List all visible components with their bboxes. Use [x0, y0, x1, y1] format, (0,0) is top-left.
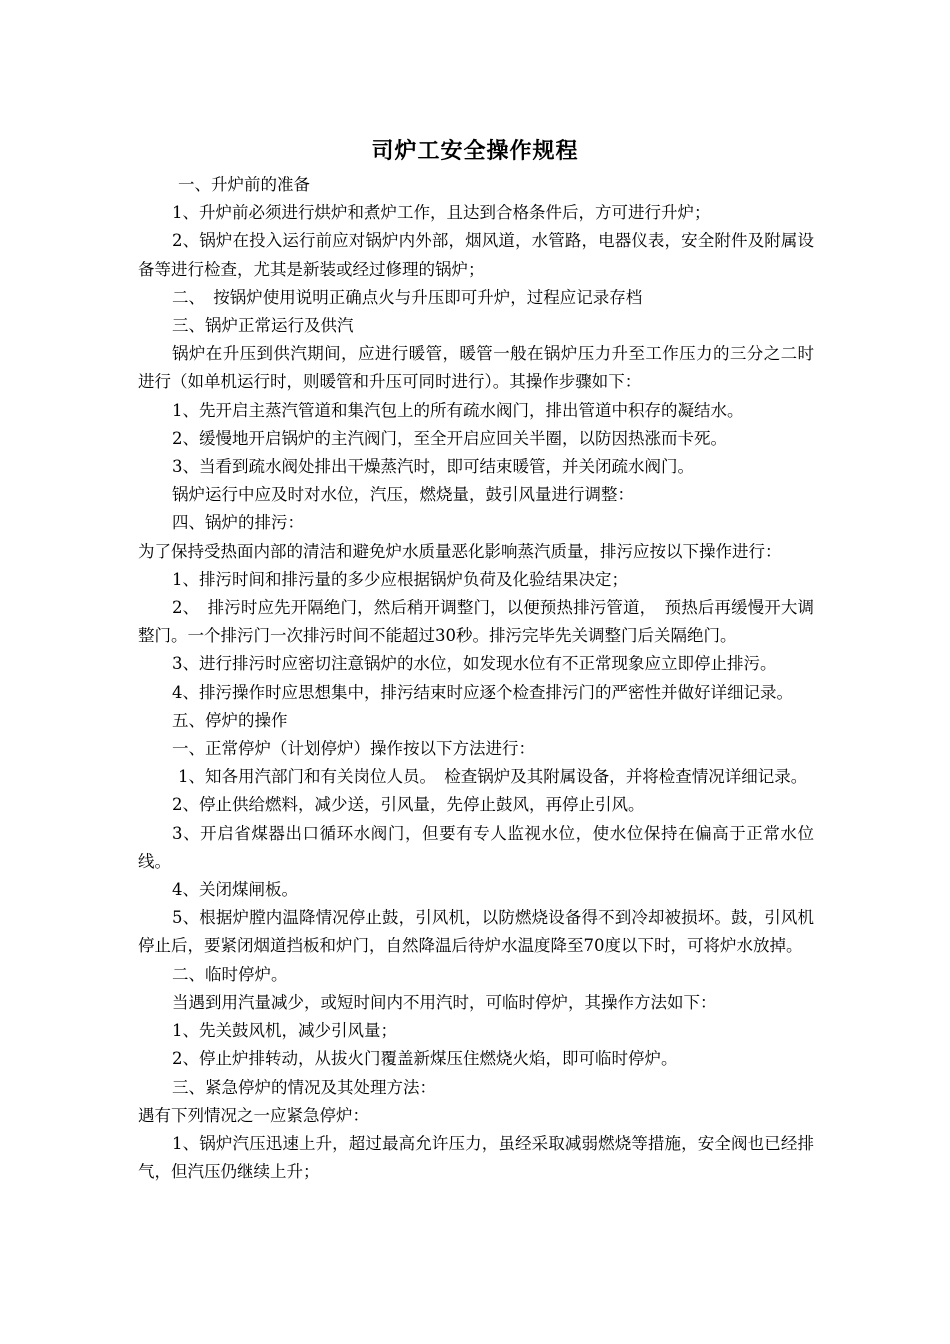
paragraph: 1、升炉前必须进行烘炉和煮炉工作，且达到合格条件后，方可进行升炉； [172, 203, 711, 223]
paragraph: 1、先关鼓风机，减少引风量； [172, 1021, 397, 1041]
paragraph: 二、临时停炉。 [172, 964, 288, 984]
paragraph: 四、锅炉的排污： [172, 513, 304, 533]
document-title: 司炉工安全操作规程 [371, 138, 579, 164]
paragraph: 1、知各用汽部门和有关岗位人员。 检查锅炉及其附属设备，并将检查情况详细记录。 [178, 767, 808, 787]
paragraph: 三、紧急停炉的情况及其处理方法： [172, 1077, 436, 1097]
paragraph: 3、开启省煤器出口循环水阀门，但要有专人监视水位，使水位保持在偏高于正常水位线。 [138, 823, 814, 871]
paragraph: 锅炉在升压到供汽期间，应进行暖管，暖管一般在锅炉压力升至工作压力的三分之二时进行（如单机运行时，则暖管和升压可同时进行）。其操作步骤如下： [138, 344, 814, 392]
paragraph: 2、缓慢地开启锅炉的主汽阀门，至全开启应回关半圈，以防因热涨而卡死。 [172, 428, 727, 448]
paragraph: 4、关闭煤闸板。 [172, 880, 298, 900]
document-body [138, 171, 814, 1186]
paragraph: 1、锅炉汽压迅速上升，超过最高允许压力，虽经采取减弱燃烧等措施，安全阀也已经排气，但汽压仍继续上升； [138, 1133, 814, 1182]
paragraph: 2、停止供给燃料，减少送，引风量，先停止鼓风，再停止引风。 [172, 795, 645, 815]
paragraph: 3、进行排污时应密切注意锅炉的水位，如发现水位有不正常现象应立即停止排污。 [172, 654, 777, 674]
paragraph: 一、升炉前的准备 [178, 175, 310, 194]
paragraph: 当遇到用汽量减少，或短时间内不用汽时，可临时停炉，其操作方法如下： [172, 992, 717, 1012]
paragraph: 锅炉运行中应及时对水位，汽压，燃烧量，鼓引风量进行调整： [172, 485, 634, 505]
paragraph: 2、锅炉在投入运行前应对锅炉内外部，烟风道，水管路，电器仪表，安全附件及附属设备等进行检查，尤其是新装或经过修理的锅炉； [138, 231, 814, 279]
paragraph: 4、排污操作时应思想集中，排污结束时应逐个检查排污门的严密性并做好详细记录。 [172, 682, 793, 702]
paragraph: 1、先开启主蒸汽管道和集汽包上的所有疏水阀门，排出管道中积存的凝结水。 [172, 400, 744, 420]
paragraph: 三、锅炉正常运行及供汽 [172, 316, 354, 336]
paragraph: 2、 排污时应先开隔绝门，然后稍开调整门，以便预热排污管道， 预热后再缓慢开大调整门。一个排污门一次排污时间不能超过30秒。排污完毕先关调整门后关隔绝门。 [138, 598, 814, 646]
paragraph: 为了保持受热面内部的清洁和避免炉水质量恶化影响蒸汽质量，排污应按以下操作进行： [138, 541, 782, 561]
paragraph: 一、正常停炉（计划停炉）操作按以下方法进行： [172, 739, 535, 759]
paragraph: 遇有下列情况之一应紧急停炉： [138, 1105, 369, 1125]
paragraph: 3、当看到疏水阀处排出干燥蒸汽时，即可结束暖管，并关闭疏水阀门。 [172, 457, 694, 477]
paragraph: 5、根据炉膛内温降情况停止鼓，引风机，以防燃烧设备得不到冷却被损坏。鼓，引风机停止后，要紧闭烟道挡板和炉门，自然降温后待炉水温度降至70度以下时，可将炉水放掉。 [138, 908, 814, 956]
paragraph: 二、 按锅炉使用说明正确点火与升压即可升炉，过程应记录存档 [172, 287, 643, 307]
paragraph: 五、停炉的操作 [172, 710, 288, 730]
paragraph: 1、排污时间和排污量的多少应根据锅炉负荷及化验结果决定； [172, 569, 628, 589]
paragraph: 2、停止炉排转动，从拔火门覆盖新煤压住燃烧火焰，即可临时停炉。 [172, 1049, 678, 1069]
